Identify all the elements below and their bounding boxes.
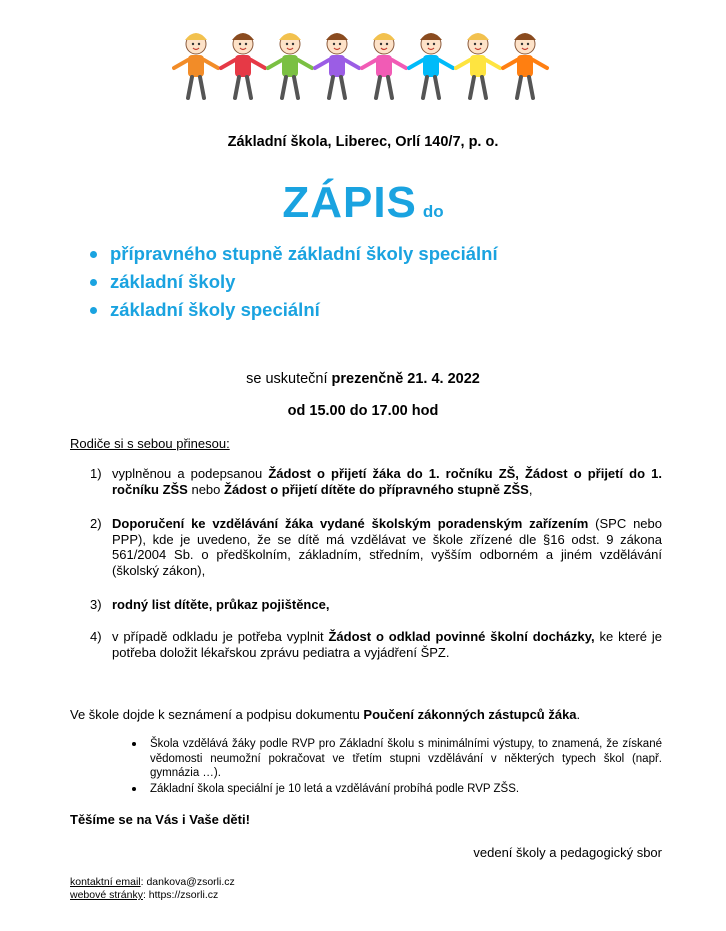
requirement-item xyxy=(90,597,662,613)
web-label: webové stránky xyxy=(70,889,143,901)
item-text: rodný list dítěte, průkaz pojištěnce, xyxy=(112,597,330,612)
schedule-hours: od 15.00 do 17.00 hod xyxy=(287,403,439,419)
meeting-text: Ve škole dojde k seznámení a podpisu dokumentu xyxy=(70,707,364,722)
item-text: vyplněnou a podepsanou Žádost o přijetí žáka do 1. ročníku ZŠ, Žádost o přijetí do 1. ročníku ZŠS nebo Žádost o přijetí dítěte do přípravného stupně ZŠS, xyxy=(112,466,662,497)
school-types-list xyxy=(90,240,498,324)
school-type-item: přípravného stupně základní školy speciální xyxy=(90,240,498,268)
bring-heading: Rodiče si s sebou přinesou: xyxy=(70,436,230,451)
contact-info: kontaktní email: dankova@zsorli.cz webové stránky: https://zsorli.cz xyxy=(70,876,235,901)
web-link[interactable]: https://zsorli.cz xyxy=(148,889,219,901)
schedule-date-value: prezenčně 21. 4. 2022 xyxy=(331,371,480,387)
title-suffix: do xyxy=(422,202,444,221)
item-text: Doporučení ke vzdělávání žáka vydané školským poradenským zařízením (SPC nebo PPP), kde je uvedeno, že se dítě má vzdělávat ve škole zřízené dle §16 odst. 9 zákona 561/2004 Sb. o předškolním, základním, středním, vyšším odborném a jiném vzdělávání (školský zákon), xyxy=(112,516,663,578)
email-label: kontaktní email xyxy=(70,876,141,888)
requirement-item xyxy=(90,516,662,578)
schedule-prefix: se uskuteční xyxy=(246,371,332,387)
note-item: Základní škola speciální je 10 letá a vzdělávání probíhá podle RVP ZŠS. xyxy=(130,782,662,797)
school-type-item: základní školy xyxy=(90,268,498,296)
requirement-item xyxy=(90,466,662,497)
greeting: Těšíme se na Vás i Vaše děti! xyxy=(70,812,250,827)
signature: vedení školy a pedagogický sbor xyxy=(473,845,662,860)
item-number: 4) xyxy=(90,629,102,644)
title-main: ZÁPIS xyxy=(282,178,417,227)
item-number: 1) xyxy=(90,466,102,481)
children-illustration xyxy=(172,28,554,106)
meeting-end: . xyxy=(576,707,581,722)
meeting-document: Poučení zákonných zástupců žáka xyxy=(363,707,577,722)
meeting-note xyxy=(70,707,580,722)
school-name: Základní škola, Liberec, Orlí 140/7, p. o. xyxy=(227,134,499,150)
page-title xyxy=(0,178,726,228)
note-item: Škola vzdělává žáky podle RVP pro Základní školu s minimálními výstupy, to znamená, že získané vědomosti neumožní pokračovat ve třetím stupni vzdělávání v některých typech škol (např. gymnázia …). xyxy=(130,737,662,781)
school-type-item: základní školy speciální xyxy=(90,296,498,324)
item-number: 2) xyxy=(90,516,102,531)
schedule-date xyxy=(0,371,726,387)
requirement-item xyxy=(90,629,662,660)
item-text: v případě odkladu je potřeba vyplnit Žádost o odklad povinné školní docházky, ke které je potřeba doložit lékařskou zprávu pediatra a vyjádření ŠPZ. xyxy=(112,629,662,660)
notes-list xyxy=(130,737,662,797)
item-number: 3) xyxy=(90,597,102,612)
email-link[interactable]: dankova@zsorli.cz xyxy=(146,876,235,888)
